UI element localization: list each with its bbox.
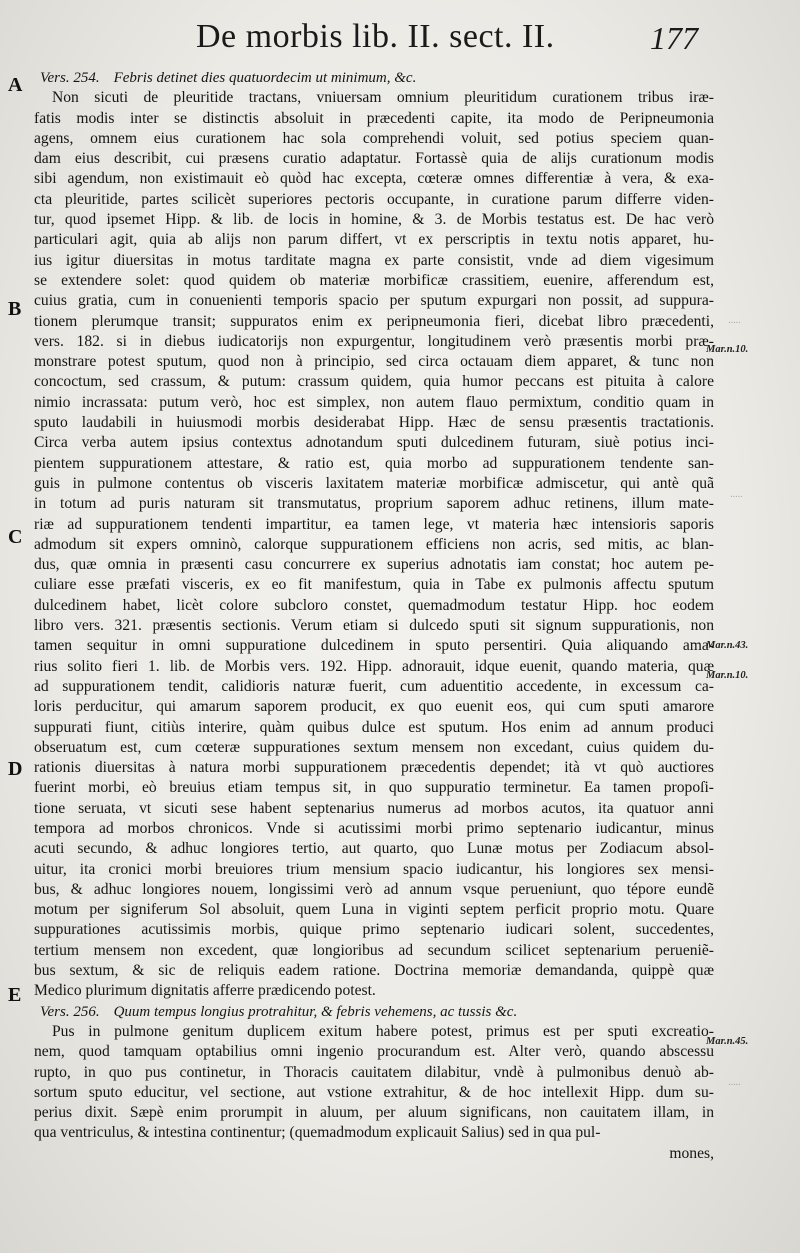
text-line: vers. 182. si in diebus iudicatorijs non expurgentur, longitudinem verò præsentis morbi præ-: [34, 332, 714, 350]
text-line: ad suppurationem tendit, calidioris naturæ fuerit, cum aduentitio accedente, in excessum ca-: [34, 677, 714, 695]
text-line: bus sextum, & sic de reliquis eadem ratione. Doctrina memoriæ demandanda, quippè quæ: [34, 962, 714, 980]
section-letter-e: E: [8, 984, 22, 1006]
text-line: qua ventriculus, & intestina continentur; (quemadmodum explicauit Salius) sed in qua pul-: [34, 1124, 601, 1142]
text-line: rupto, in quo pus continetur, in Thoracis cauitatem dilabitur, vndè à pulmonibus denuò ab-: [34, 1063, 714, 1081]
text-line: se extendere solet: quod quidem ob materiæ morbificæ crassitiem, euenire, afferendum est,: [34, 271, 714, 289]
margin-note-3: Mar.n.10.: [706, 670, 749, 681]
text-line: tione seruata, vt sicuti sese habent septenarius numerus ad morbos acutos, ita quatuor anni: [34, 799, 714, 817]
text-line: agens, omnem eius curationem hac sola comprehendi voluit, sed potius speciem quan-: [34, 129, 714, 147]
verse-number: Vers. 254.: [40, 70, 100, 86]
text-line: admodum sit expers omninò, calorque suppurationem efficiens non acris, sed mitis, ac blan-: [34, 535, 714, 553]
text-line: guis in pulmone contentus ob visceris laxitatem materiæ morbificæ admiscetur, qui antè quã: [34, 474, 714, 492]
running-title: De morbis lib. II. sect. II.: [196, 18, 555, 55]
text-line: dus, quæ omnia in præsenti casu concurrere ex superius adnotatis iam constat; hoc autem pe-: [34, 556, 714, 574]
text-line: monstrare potest sputum, quod non à principio, sed circa octauam diem apparet, & tunc non: [34, 353, 714, 371]
text-line: Pus in pulmone genitum duplicem exitum habere potest, primus est per sputi excreatio-: [52, 1022, 714, 1040]
text-line: sibi agendum, non existimauit eò quòd hac excepta, cœteræ omnes differentiæ à vera, & exa-: [34, 170, 714, 188]
text-line: culiare esse præfati visceris, ex eo fit manifestum, quia in Tabe ex pulmonis affectu sputum: [34, 576, 714, 594]
text-line: nimio incrassata: putum verò, hoc est simplex, non autem flauo permixtum, conditio quam in: [34, 393, 714, 411]
text-line: cuius gratia, cum in conuenienti temporis spacio per sputum expurgari non possit, ad suppura-: [34, 292, 714, 310]
text-line: riæ ad suppurationem tendenti impartitur, ea tamen lege, vt materia hæc intensioris saporis: [34, 515, 714, 533]
text-line: dulcedinem habet, licèt colore subcloro constet, quemadmodum testatur Hipp. hoc eodem: [34, 596, 714, 614]
text-line: loris perducitur, qui amarum saporem producit, ex quo euenit eos, qui cum sputi amarore: [34, 698, 714, 716]
text-line: suppurationes acutissimis morbis, quique primo septenario iudicari solent, succedentes,: [34, 921, 714, 939]
text-line: rationis diuersitas à natura morbi suppurationem præcedentis dependet; ità vt quò auctiores: [34, 759, 714, 777]
verse-quote: Febris detinet dies quatuordecim ut minimum, &c.: [113, 70, 417, 86]
text-line: nem, quod tamquam optabilius omni ingenio procurandum est. Alter verò, quando abscessu: [34, 1043, 714, 1061]
text-line: acuti secundo, & adhuc longiores tertio, aut quarto, quo Lunæ motus per Zodiacum absol-: [34, 840, 714, 858]
text-line: fuerint morbi, eò breuius etiam tempus sit, in quo suppuratio terminetur. Ea tamen propoſi-: [34, 779, 714, 797]
text-line: uitur, ita cronici morbi breuiores trium mensium spacio iudicantur, his longiores sex mensi-: [34, 860, 714, 878]
verse-reference-256: [34, 1002, 714, 1022]
text-line: Non sicuti de pleuritide tractans, vniuersam omnium pleuritidum curationem tribus iræ-: [52, 89, 714, 107]
text-line: motum per signiferum Sol absoluit, quem Luna in viginti septem perficit proprio motu. Quare: [34, 901, 714, 919]
text-line: suppurati fiunt, citiùs interire, quàm quibus dulce est sputum. Hos enim ad annum produci: [34, 718, 714, 736]
section-letter-b: B: [8, 298, 22, 320]
text-line: concoctum, sed crassum, & putum: crassum quidem, quia humor peccans est pituita à calore: [34, 373, 714, 391]
text-line: in totum ad puris naturam sit transmutatus, proprium saporem adhuc retinens, illum mate-: [34, 495, 714, 513]
text-line: tertium mensem non excedent, quæ longioribus ad secundum scilicet septenarium perueniẽ-: [34, 941, 714, 959]
section-letter-d: D: [8, 758, 23, 780]
text-line: pientem suppurationem attestare, & ratio est, quia morbo ad suppurationem tendente san-: [34, 454, 714, 472]
page-number: 177: [650, 20, 698, 56]
margin-note-2: Mar.n.43.: [706, 640, 749, 651]
text-line: ius igitur diuersitas in motus tarditate magna ex parte consistit, vnde ad diem vigesimum: [34, 251, 714, 269]
commentary-paragraph-1: [34, 88, 714, 1001]
text-line: libro vers. 321. præsentis sectionis. Verum etiam si dulcedo sputi sit signum suppurationis, non: [34, 617, 714, 635]
text-line: tionem plerumque transit; suppuratos enim ex peripneumonia fieri, dicebat libro præcedenti,: [34, 312, 714, 330]
text-line: rius solito fieri 1. lib. de Morbis vers. 192. Hipp. adnorauit, idque euenit, quando materia, quæ: [34, 657, 714, 675]
text-line: tur, quod ipsemet Hipp. & lib. de locis in homine, & 3. de Morbis testatus est. De hac verò: [34, 211, 714, 229]
verse-number: Vers. 256.: [40, 1003, 100, 1020]
text-line: tempora ad morbos chronicos. Vnde si acutissimi morbi primo septenario iudicantur, minus: [34, 819, 714, 837]
text-line: Circa verba autem ipsius contextus adnotandum sputi dulcedinem futuram, siuè potius inci-: [34, 434, 714, 452]
text-line: bus, & adhuc longiores nouem, longissimi verò ad annum vsque perueniunt, quo tépore eundẽ: [34, 880, 714, 898]
verse-quote: Quum tempus longius protrahitur, & febris vehemens, ac tussis &c.: [113, 1003, 518, 1020]
main-text: [34, 68, 714, 1164]
text-line: tamen sequitur in omni suppuratione dulcedinem in sputo persentiri. Quia aliquando ama-: [34, 637, 714, 655]
margin-note-4: Mar.n.45.: [706, 1036, 749, 1047]
text-line: Medico plurimum dignitatis afferre prædicendo potest.: [34, 982, 376, 1000]
text-line: sortum sputo educitur, vel sectione, aut vstione extrahitur, & de hoc intellexit Hipp. dum su-: [34, 1083, 714, 1101]
text-line: obseruatum est, cum cœteræ suppurationes sextum mensem non excedant, cuius quidem du-: [34, 738, 714, 756]
margin-note-1: Mar.n.10.: [706, 344, 749, 355]
text-line: fatis modis inter se distinctis absoluit in præcedenti capite, ita modo de Peripneumonia: [34, 109, 714, 127]
catchword: mones,: [669, 1144, 714, 1162]
verse-reference-254: [34, 68, 714, 88]
text-line: cta pleuritide, partes scilicèt superiores pectoris occupante, in curatione parum differre viden-: [34, 190, 714, 208]
text-line: particulari agit, quia ab alijs non parum differt, vt ex perscriptis in textu notis apparet, hu-: [34, 231, 714, 249]
section-letter-a: A: [8, 74, 23, 96]
commentary-paragraph-2: [34, 1022, 714, 1144]
text-line: dam eius describit, cui præsens curatio adaptatur. Fortassè quia de alijs curationum modis: [34, 150, 714, 168]
book-page: De morbis lib. II. sect. II. 177 ····· ····· ····· A B C D E Mar.n.10. Mar.n.43. Mar.n.10. Mar.n.45. Vers. 254. Febris detinet dies quatuordecim ut minimum, &c. Non sicuti de pleuritide tractans, vniuersam omnium pleuritidum curationem tribus iræ- fatis modis inter se distinctis absoluit in præcedenti capite, ita modo de Peripneumonia agens, omnem eius curationem hac sola comprehendi voluit, sed potius speciem quan- dam eius describit, cui præsens curatio adaptatur. Fortassè quia de alijs curationum modis sibi agendum, non existimauit eò quòd hac excepta, cœteræ omnes differentiæ à vera, & exa- cta pleuritide, partes scilicèt superiores pectoris occupante, in curatione parum differre viden- tur, quod ipsemet Hipp. & lib. de locis in homine, & 3. de Morbis testatus est. De hac verò particulari agit, quia ab alijs non parum differt, vt ex perscriptis in textu notis apparet, hu- ius igitur diuersitas in motus tarditate magna ex parte consistit, vnde ad diem vigesimum se extendere solet: quod quidem ob materiæ morbificæ crassitiem, euenire, afferendum est, cuius gratia, cum in conuenienti temporis spacio per sputum expurgari non possit, ad suppura- tionem plerumque transit; suppuratos enim ex peripneumonia fieri, dicebat libro præcedenti, vers. 182. si in diebus iudicatorijs non expurgentur, longitudinem verò præsentis morbi præ- monstrare potest sputum, quod non à principio, sed circa octauam diem apparet, & tunc non concoctum, sed crassum, & putum: crassum quidem, quia humor peccans est pituita à calore nimio incrassata: putum verò, hoc est simplex, non autem flauo permixtum, conditio quam in sputo laudabili in huiusmodi morbis desiderabat Hipp. Hæc de sensu præsentis tractationis. Circa verba autem ipsius contextus adnotandum sputi dulcedinem futuram, siuè potius inci- pientem suppurationem attestare, & ratio est, quia morbo ad suppurationem tendente san- guis in pulmone contentus ob visceris laxitatem materiæ morbificæ admiscetur, qui antè quã in totum ad puris naturam sit transmutatus, proprium saporem adhuc retinens, illum mate- riæ ad suppurationem tendenti impartitur, ea tamen lege, vt materia hæc intensioris saporis admodum sit expers omninò, calorque suppurationem efficiens non acris, sed mitis, ac blan- dus, quæ omnia in præsenti casu concurrere ex superius adnotatis iam constat; hoc autem pe- culiare esse præfati visceris, ex eo fit manifestum, quia in Tabe ex pulmonis affectu sputum dulcedinem habet, licèt colore subcloro constet, quemadmodum testatur Hipp. hoc eodem libro vers. 321. præsentis sectionis. Verum etiam si dulcedo sputi sit signum suppurationis, non tamen sequitur in omni suppuratione dulcedinem in sputo persentiri. Quia aliquando ama- rius solito fieri 1. lib. de Morbis vers. 192. Hipp. adnorauit, idque euenit, quando materia, quæ ad suppurationem tendit, calidioris naturæ fuerit, cum aduentitio accedente, in excessum ca- loris perducitur, qui amarum saporem producit, ex quo euenit eos, qui cum sputi amarore suppurati fiunt, citiùs interire, quàm quibus dulce est sputum. Hos enim ad annum produci obseruatum est, cum cœteræ suppurationes sextum mensem non excedant, cuius quidem du- rationis diuersitas à natura morbi suppurationem præcedentis dependet; ità vt quò auctiores fuerint morbi, eò breuius etiam tempus sit, in quo suppuratio terminetur. Ea tamen propoſi- tione seruata, vt sicuti sese habent septenarius numerus ad morbos acutos, ita quatuor anni tempora ad morbos chronicos. Vnde si acutissimi morbi primo septenario iudicantur, minus acuti secundo, & adhuc longiores tertio, aut quarto, quo Lunæ motus per Zodiacum absol- uitur, ita cronici morbi breuiores trium mensium spacio iudicantur, his longiores sex mensi- bus, & adhuc longiores nouem, longissimi verò ad annum vsque perueniunt, quo tépore eundẽ motum per signiferum Sol absoluit, quem Luna in viginti septem perficit proprio motu. Quare suppurationes acutissimis morbis, quique primo septenario iudicari solent, succedentes, tertium mensem non excedent, quæ longioribus ad secundum scilicet septenarium perueniẽ- bus sextum, & sic de reliquis eadem ratione. Doctrina memoriæ demandanda, quippè quæ Medico plurimum dignitatis afferre prædicendo potest. Vers. 256. Quum tempus longius protrahitur, & febris vehemens, ac tussis &c. Pus in pulmone genitum duplicem exitum habere potest, primus est per sputi excreatio- nem, quod tamquam optabilius omni ingenio procurandum est. Alter verò, quando abscessu rupto, in quo pus continetur, in Thoracis cauitatem dilabitur, vndè à pulmonibus denuò ab- sortum sputo educitur, vel sectione, aut vstione extrahitur, & de hoc intellexit Hipp. dum su- perius dixit. Sæpè enim prorumpit in aluum, per aluum significans, non cauitatem illam, in qua ventriculus, & intestina continentur; (quemadmodum explicauit Salius) sed in qua pul- mones,: [0, 0, 800, 1253]
page-header: [0, 14, 800, 62]
text-line: perius dixit. Sæpè enim prorumpit in aluum, per aluum significans, non cauitatem illam, in: [34, 1104, 714, 1122]
section-letter-c: C: [8, 526, 23, 548]
text-line: sputo laudabili in huiusmodi morbis desiderabat Hipp. Hæc de sensu præsentis tractationis.: [34, 414, 714, 432]
